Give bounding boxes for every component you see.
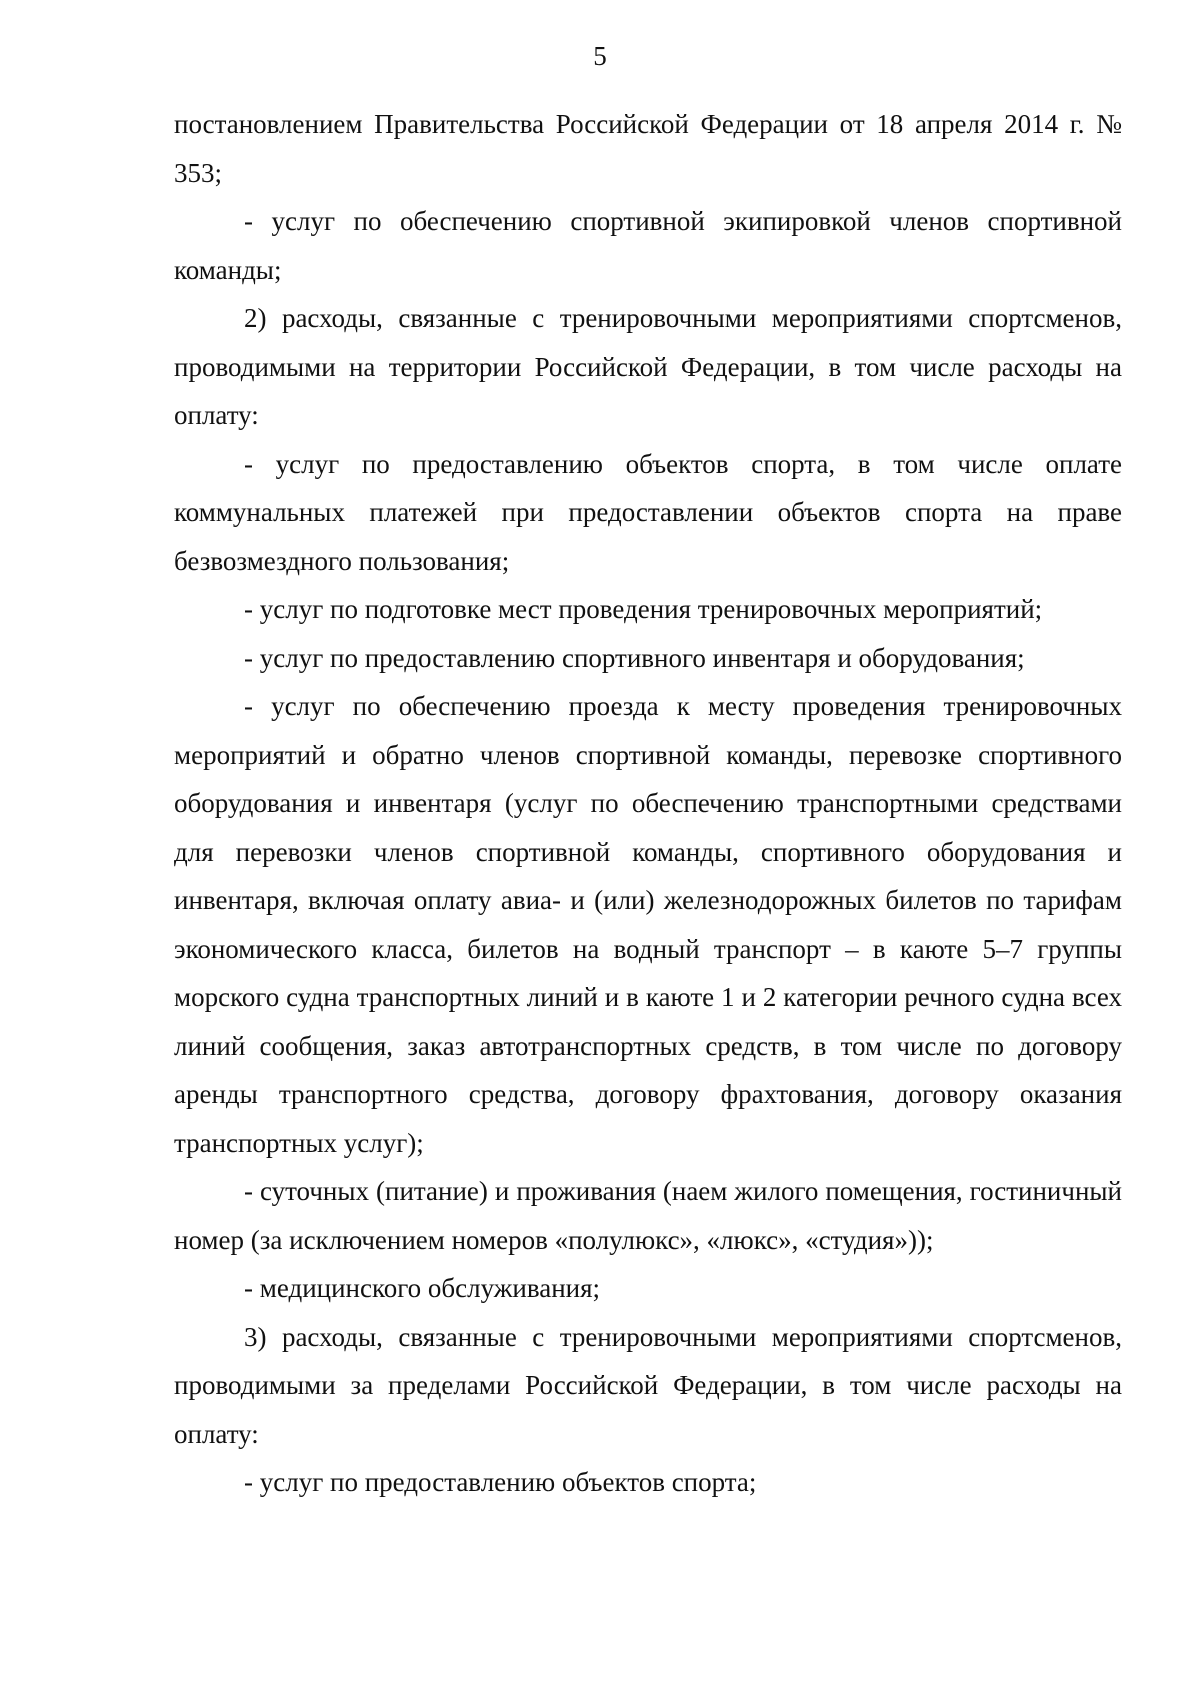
paragraph: 2) расходы, связанные с тренировочными мероприятиями спортсменов, проводимыми на территории Российской Федерации, в том числе расходы на оплату: (174, 303, 1122, 430)
paragraph: - услуг по предоставлению объектов спорта; (244, 1467, 757, 1497)
document-body (174, 100, 1122, 1507)
paragraph: 3) расходы, связанные с тренировочными мероприятиями спортсменов, проводимыми за пределами Российской Федерации, в том числе расходы на оплату: (174, 1321, 1122, 1449)
page-number: 5 (593, 41, 607, 71)
paragraph: - услуг по предоставлению спортивного инвентаря и оборудования; (244, 642, 1025, 673)
paragraph: - услуг по подготовке мест проведения тренировочных мероприятий; (244, 594, 1043, 624)
paragraph: - услуг по предоставлению объектов спорта, в том числе оплате коммунальных платежей при предоставлении объектов спорта на праве безвозмездного пользования; (174, 448, 1122, 576)
paragraph: - услуг по обеспечению проезда к месту проведения тренировочных мероприятий и обратно членов спортивной команды, перевозке спортивного оборудования и инвентаря (услуг по обеспечению транспортными средствами для перевозки членов спортивной команды, спортивного оборудования и инвентаря, включая оплату авиа- и (или) железнодорожных билетов по тарифам экономического класса, билетов на водный транспорт – в каюте 5–7 группы морского судна транспортных линий и в каюте 1 и 2 категории речного судна всех линий сообщения, заказ автотранспортных средств, в том числе по договору аренды транспортного средства, договору фрахтования, договору оказания транспортных услуг); (174, 691, 1122, 1158)
paragraph: - суточных (питание) и проживания (наем жилого помещения, гостиничный номер (за исключением номеров «полулюкс», «люкс», «студия»)); (174, 1176, 1122, 1255)
paragraph: - услуг по обеспечению спортивной экипировкой членов спортивной команды; (174, 206, 1122, 285)
paragraph: - медицинского обслуживания; (244, 1273, 601, 1303)
paragraph: постановлением Правительства Российской Федерации от 18 апреля 2014 г. № 353; (174, 109, 1122, 188)
